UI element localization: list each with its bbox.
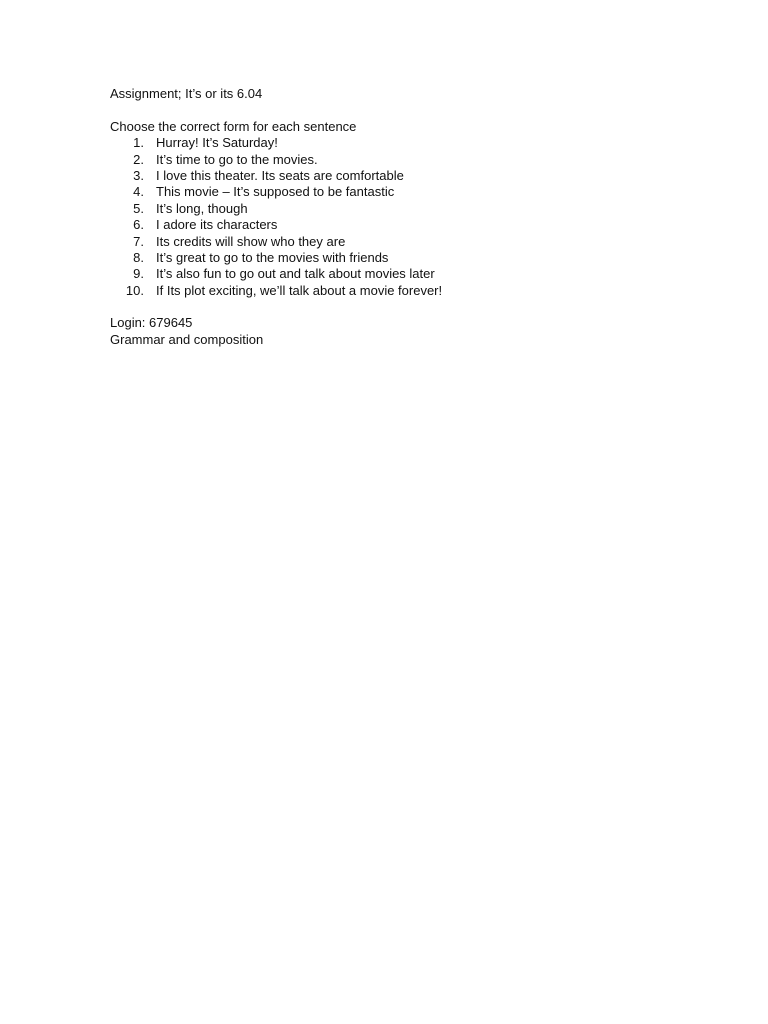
- list-item: [110, 184, 710, 200]
- item-number: 9.: [133, 266, 144, 282]
- item-text: It’s also fun to go out and talk about movies later: [156, 266, 435, 282]
- item-text: I adore its characters: [156, 217, 278, 233]
- list-item: [110, 135, 710, 151]
- list-item: [110, 234, 710, 250]
- item-number: 5.: [133, 200, 144, 216]
- item-text: It’s long, though: [156, 200, 248, 216]
- list-item: [110, 283, 710, 299]
- blank-line: [110, 102, 710, 118]
- blank-line: [110, 299, 710, 315]
- item-text: I love this theater. Its seats are comfortable: [156, 167, 404, 183]
- item-number: 10.: [125, 282, 144, 298]
- instruction-text: Choose the correct form for each sentence: [110, 118, 357, 134]
- item-number: 8.: [133, 249, 144, 265]
- item-number: 6.: [133, 217, 144, 233]
- login-text: Login: 679645: [110, 315, 193, 331]
- item-text: Hurray! It’s Saturday!: [156, 135, 278, 151]
- subject-text: Grammar and composition: [110, 331, 264, 347]
- assignment-title: Assignment; It’s or its 6.04: [110, 86, 263, 101]
- list-item: [110, 250, 710, 266]
- item-number: 7.: [133, 233, 144, 249]
- item-text: This movie – It’s supposed to be fantastic: [156, 184, 395, 200]
- item-text: It’s time to go to the movies.: [156, 151, 318, 167]
- item-number: 1.: [133, 135, 144, 151]
- item-text: It’s great to go to the movies with friends: [156, 249, 389, 265]
- list-item: [110, 266, 710, 282]
- list-item: [110, 217, 710, 233]
- list-item: [110, 168, 710, 184]
- document-body: [110, 86, 710, 348]
- item-text: Its credits will show who they are: [156, 233, 346, 249]
- list-item: [110, 201, 710, 217]
- item-number: 4.: [133, 184, 144, 200]
- item-number: 2.: [133, 151, 144, 167]
- item-text: If Its plot exciting, we’ll talk about a movie forever!: [156, 282, 443, 298]
- item-number: 3.: [133, 167, 144, 183]
- list-item: [110, 152, 710, 168]
- sentence-list: [110, 135, 710, 299]
